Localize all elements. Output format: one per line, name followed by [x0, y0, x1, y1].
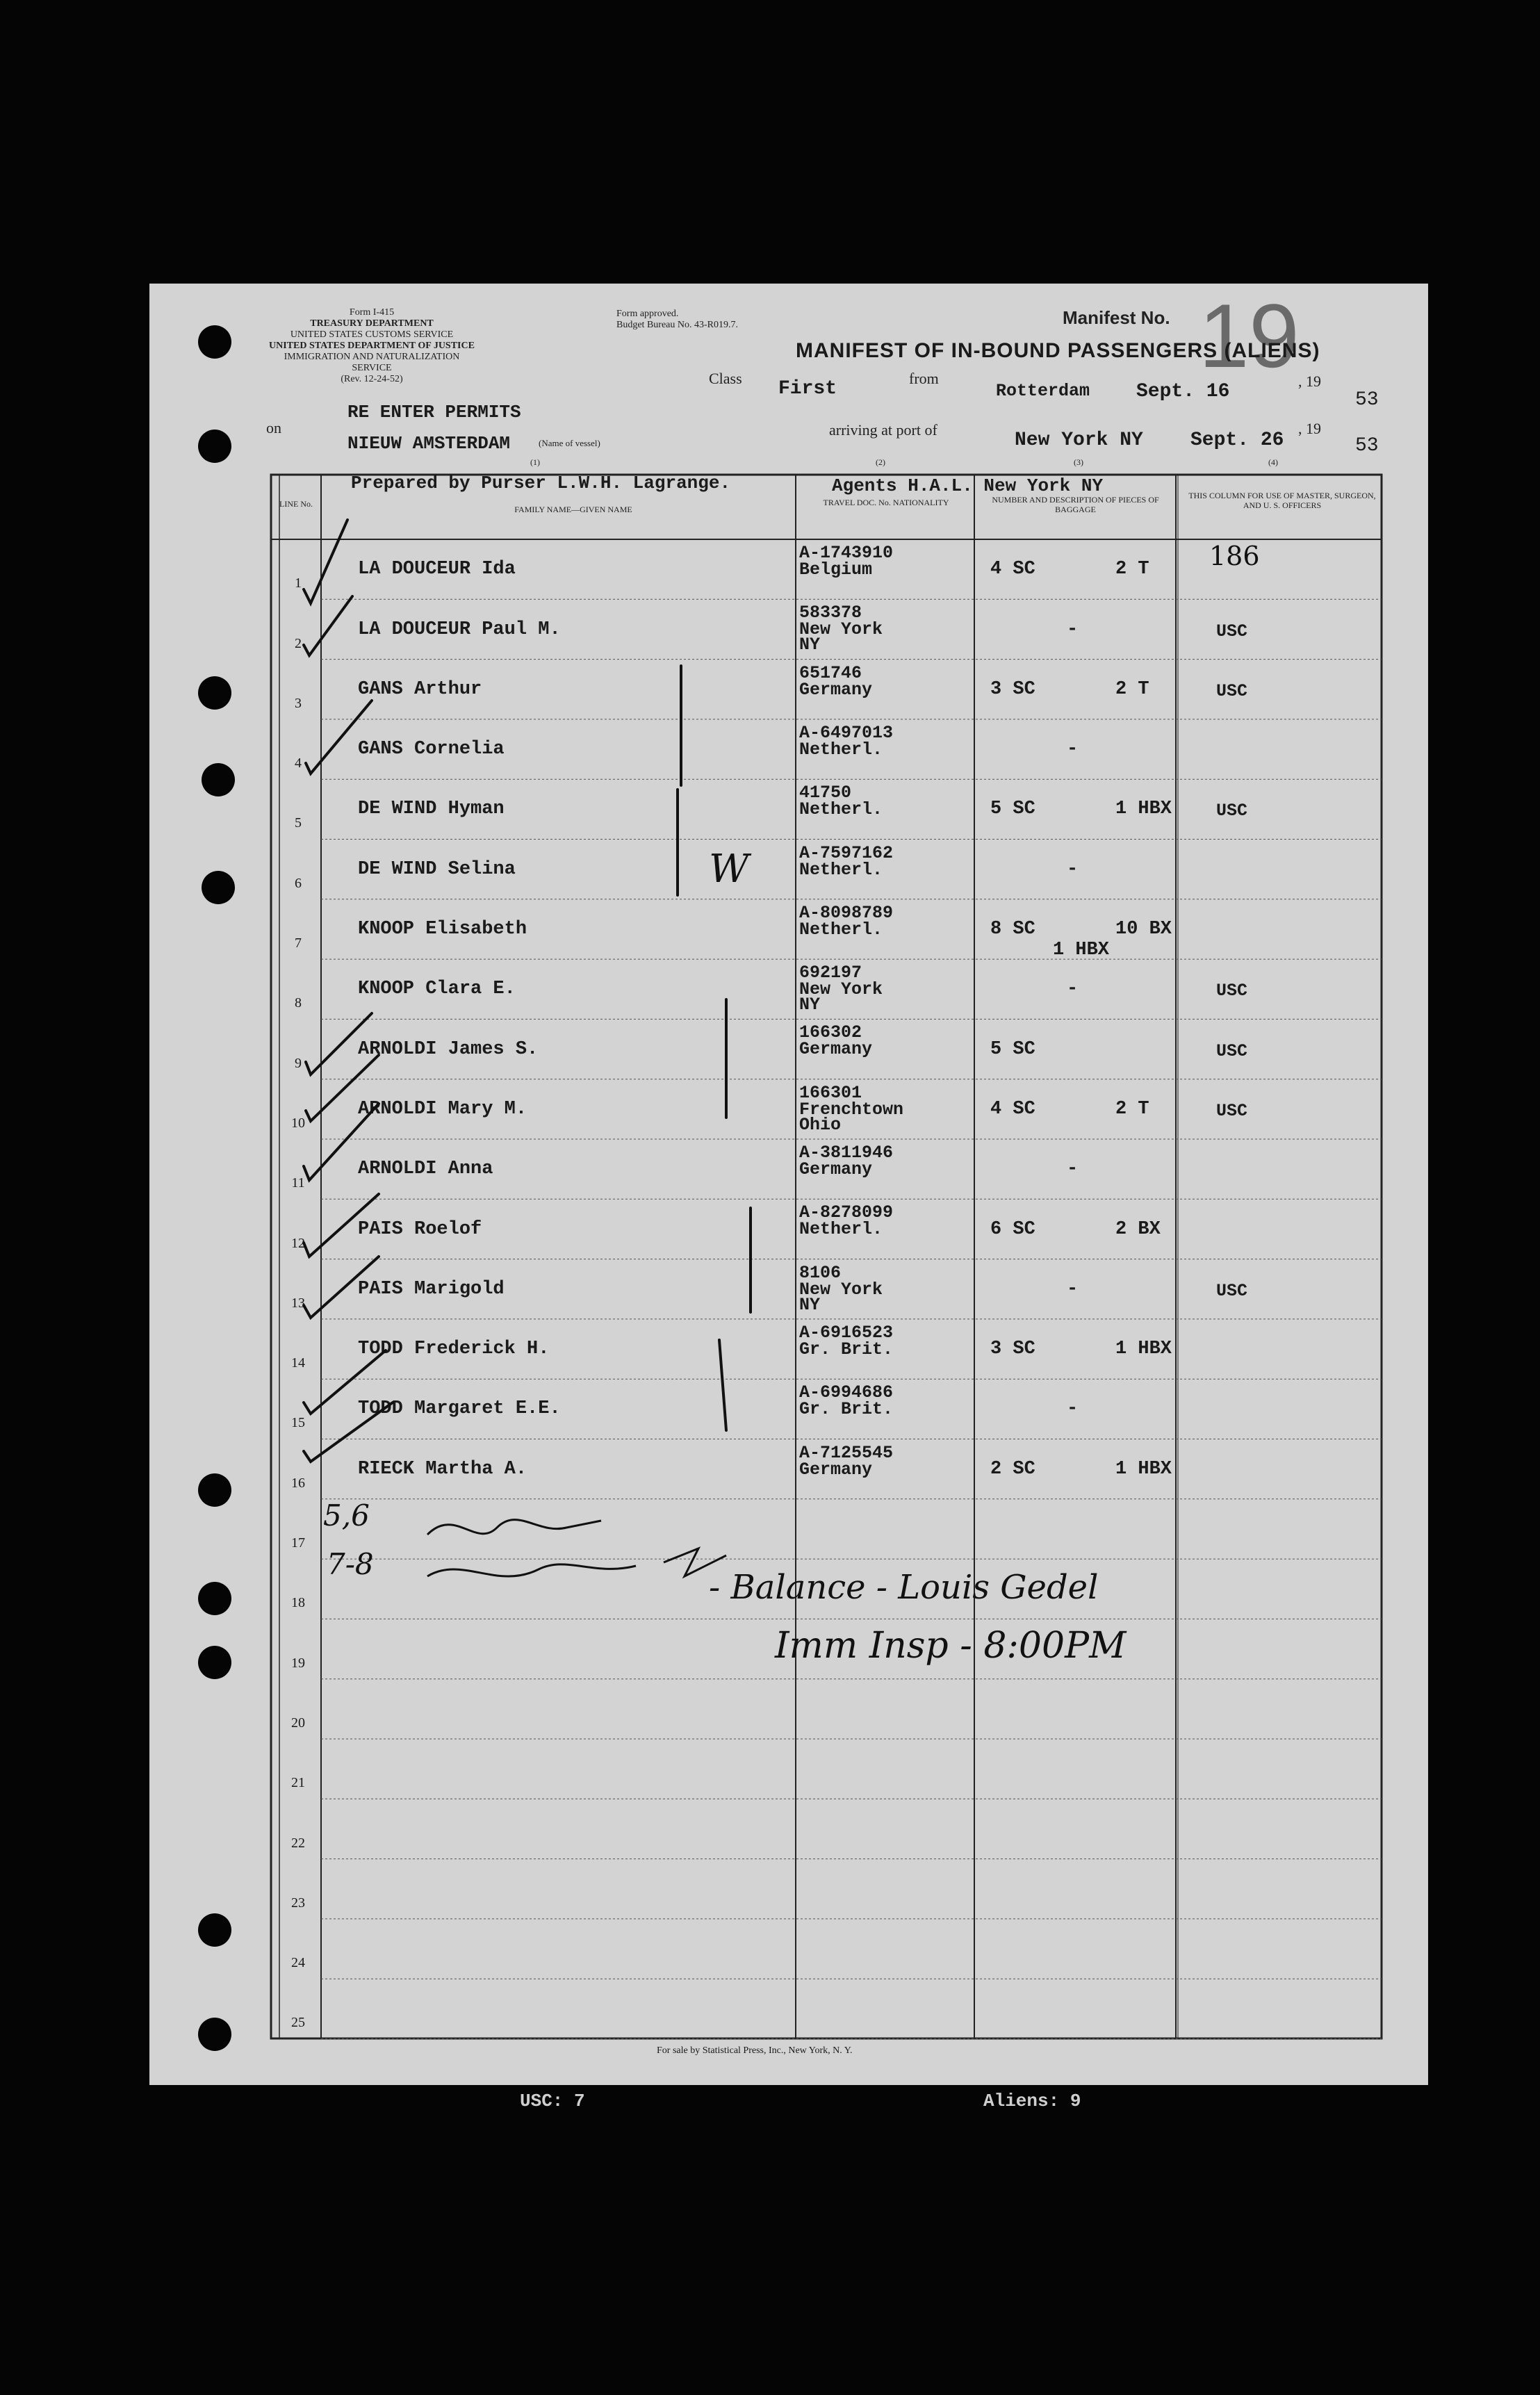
travel-doc-number: 166301 — [799, 1082, 862, 1103]
table-row — [149, 779, 1428, 839]
line-number: 16 — [291, 1475, 305, 1491]
handwritten-note-5-6: 5,6 — [323, 1498, 370, 1532]
baggage-count: 4 SC — [990, 1098, 1035, 1120]
line-number: 25 — [291, 2015, 305, 2031]
nationality: Germany — [799, 1459, 873, 1480]
travel-doc-number: A-3811946 — [799, 1143, 894, 1163]
customs-service: UNITED STATES CUSTOMS SERVICE — [290, 329, 454, 340]
travel-doc-number: A-8098789 — [799, 902, 894, 923]
line-number: 22 — [291, 1835, 305, 1851]
line-number: 19 — [291, 1655, 305, 1671]
table-row — [149, 1319, 1428, 1379]
line-number: 18 — [291, 1595, 305, 1611]
from-date: Sept. 16 — [1136, 381, 1230, 402]
passenger-name: DE WIND Hyman — [358, 799, 505, 820]
passenger-name: LA DOUCEUR Ida — [358, 559, 516, 580]
baggage-desc: - — [1067, 1398, 1079, 1420]
passenger-name: ARNOLDI Mary M. — [358, 1098, 527, 1120]
form-revision: (Rev. 12-24-52) — [341, 374, 403, 384]
passenger-name: TODD Margaret E.E. — [358, 1398, 561, 1420]
travel-doc-number: 8106 — [799, 1262, 842, 1283]
ins-service: IMMIGRATION AND NATURALIZATION SERVICE — [284, 352, 460, 373]
passenger-name: DE WIND Selina — [358, 858, 516, 880]
travel-doc-number: 41750 — [799, 783, 852, 803]
line-number: 5 — [295, 815, 302, 831]
table-row — [149, 1439, 1428, 1499]
passenger-name: ARNOLDI James S. — [358, 1038, 539, 1060]
nationality: Netherl. — [799, 859, 883, 880]
line-number: 7 — [295, 935, 302, 951]
table-row — [149, 1379, 1428, 1439]
nationality: Germany — [799, 1159, 873, 1179]
manifest-no-label: Manifest No. — [1063, 307, 1170, 328]
line-number: 13 — [291, 1295, 305, 1311]
prepared-by: Prepared by Purser L.W.H. Lagrange. — [351, 473, 731, 493]
nationality-line2: NY — [799, 635, 821, 655]
nationality: Belgium — [799, 559, 873, 580]
nationality: New York — [799, 979, 883, 1000]
from-label: from — [909, 370, 939, 387]
travel-doc-number: A-6994686 — [799, 1382, 894, 1403]
nationality-line2: Ohio — [799, 1114, 842, 1135]
form-approved: Form approved. — [616, 309, 679, 319]
arrival-year-prefix: , 19 — [1298, 420, 1321, 437]
passenger-name: KNOOP Clara E. — [358, 979, 516, 1000]
form-number: Form I-415 — [349, 307, 395, 318]
officer-mark: USC — [1216, 801, 1248, 822]
passenger-name: PAIS Marigold — [358, 1278, 505, 1300]
col-number-4: (4) — [1268, 457, 1278, 467]
table-row — [149, 599, 1428, 659]
officer-mark: USC — [1216, 981, 1248, 1002]
baggage-desc: 2 T — [1115, 559, 1149, 580]
baggage-desc: 2 BX — [1115, 1218, 1161, 1240]
handwritten-w-mark: W — [709, 847, 749, 892]
baggage-count: 4 SC — [990, 559, 1035, 580]
baggage-extra: 1 HBX — [1053, 940, 1110, 961]
line-number: 8 — [295, 995, 302, 1011]
table-row — [149, 660, 1428, 719]
baggage-desc: 1 HBX — [1115, 1339, 1172, 1360]
baggage-count: 8 SC — [990, 919, 1035, 940]
travel-doc-number: 166302 — [799, 1022, 862, 1043]
col-header-baggage: NUMBER AND DESCRIPTION OF PIECES OF BAGGAGE — [992, 495, 1159, 514]
agents: Agents H.A.L. New York NY — [832, 475, 1104, 496]
passenger-name: GANS Cornelia — [358, 739, 505, 760]
baggage-desc: 10 BX — [1115, 919, 1172, 940]
nationality: Frenchtown — [799, 1099, 904, 1120]
nationality: Gr. Brit. — [799, 1339, 894, 1359]
table-row — [149, 1199, 1428, 1259]
class-value: First — [778, 378, 837, 400]
nationality: Gr. Brit. — [799, 1399, 894, 1420]
nationality: Netherl. — [799, 919, 883, 940]
from-year: 53 — [1355, 389, 1379, 411]
passenger-name: PAIS Roelof — [358, 1218, 482, 1240]
vessel-name: NIEUW AMSTERDAM — [347, 433, 511, 454]
line-number: 1 — [295, 575, 302, 591]
baggage-desc: - — [1067, 979, 1079, 1000]
passenger-name: LA DOUCEUR Paul M. — [358, 619, 561, 640]
baggage-desc: 1 HBX — [1115, 799, 1172, 820]
handwritten-count: 186 — [1209, 541, 1260, 571]
travel-doc-number: 583378 — [799, 603, 862, 623]
baggage-count: 6 SC — [990, 1218, 1035, 1240]
manifest-title: MANIFEST OF IN-BOUND PASSENGERS (ALIENS) — [796, 339, 1320, 362]
line-number: 12 — [291, 1235, 305, 1251]
line-number: 21 — [291, 1775, 305, 1791]
officer-mark: USC — [1216, 1280, 1248, 1301]
nationality: Germany — [799, 1039, 873, 1060]
arrival-year: 53 — [1355, 435, 1379, 457]
table-row — [149, 1079, 1428, 1139]
arrival-port: New York NY — [1015, 430, 1143, 451]
table-row — [149, 840, 1428, 899]
travel-doc-number: A-6916523 — [799, 1322, 894, 1343]
table-row — [149, 1979, 1428, 2038]
table-row — [149, 1919, 1428, 1979]
baggage-desc: - — [1067, 739, 1079, 760]
table-row — [149, 719, 1428, 779]
arrival-date: Sept. 26 — [1190, 430, 1284, 451]
justice-dept: UNITED STATES DEPARTMENT OF JUSTICE — [269, 341, 475, 351]
col-number-2: (2) — [876, 457, 885, 467]
handwritten-balance-signature: - Balance - Louis Gedel — [709, 1568, 1099, 1607]
manifest-sheet — [149, 284, 1428, 2085]
line-number: 2 — [295, 635, 302, 651]
line-number: 23 — [291, 1895, 305, 1911]
manifest-number: 19 — [1199, 285, 1300, 386]
nationality: Netherl. — [799, 739, 883, 760]
line-number: 9 — [295, 1055, 302, 1071]
col-number-1: (1) — [530, 457, 540, 467]
nationality: Netherl. — [799, 799, 883, 820]
line-number: 20 — [291, 1715, 305, 1731]
line-number: 3 — [295, 695, 302, 711]
usc-total: USC: 7 — [520, 2091, 585, 2111]
baggage-count: 3 SC — [990, 678, 1035, 700]
line-number: 15 — [291, 1415, 305, 1431]
table-row — [149, 1799, 1428, 1858]
re-enter-permits: RE ENTER PERMITS — [347, 402, 521, 423]
nationality-line2: NY — [799, 995, 821, 1015]
officer-mark: USC — [1216, 680, 1248, 701]
baggage-count: 2 SC — [990, 1458, 1035, 1480]
baggage-desc: - — [1067, 1159, 1079, 1180]
baggage-desc: 2 T — [1115, 1098, 1149, 1120]
officer-mark: USC — [1216, 621, 1248, 641]
col-number-3: (3) — [1074, 457, 1083, 467]
travel-doc-number: A-1743910 — [799, 543, 894, 563]
arriving-label: arriving at port of — [829, 421, 937, 439]
table-row — [149, 1139, 1428, 1199]
from-port: Rotterdam — [996, 381, 1090, 401]
officer-mark: USC — [1216, 1100, 1248, 1121]
nationality: New York — [799, 1279, 883, 1300]
handwritten-note-7-8: 7-8 — [327, 1547, 374, 1581]
table-row — [149, 1739, 1428, 1799]
on-label: on — [266, 419, 281, 436]
table-row — [149, 1019, 1428, 1079]
line-number: 17 — [291, 1535, 305, 1551]
col-header-line: LINE No. — [279, 499, 313, 509]
baggage-desc: - — [1067, 619, 1079, 640]
travel-doc-number: 692197 — [799, 963, 862, 983]
col-header-officer: THIS COLUMN FOR USE OF MASTER, SURGEON, AND U. S. OFFICERS — [1188, 491, 1376, 510]
table-row — [149, 1259, 1428, 1319]
nationality: Netherl. — [799, 1219, 883, 1240]
class-label: Class — [709, 370, 742, 387]
baggage-count: 5 SC — [990, 1038, 1035, 1060]
printer-footer: For sale by Statistical Press, Inc., New York, N. Y. — [657, 2045, 853, 2056]
baggage-desc: 1 HBX — [1115, 1458, 1172, 1480]
passenger-name: RIECK Martha A. — [358, 1458, 527, 1480]
line-number: 10 — [291, 1115, 305, 1131]
baggage-desc: - — [1067, 858, 1079, 880]
baggage-desc: - — [1067, 1278, 1079, 1300]
baggage-desc: 2 T — [1115, 678, 1149, 700]
handwritten-inspector-note: Imm Insp - 8:00PM — [775, 1625, 1127, 1667]
travel-doc-number: A-8278099 — [799, 1202, 894, 1223]
line-number: 11 — [291, 1175, 305, 1191]
officer-mark: USC — [1216, 1040, 1248, 1061]
passenger-name: TODD Frederick H. — [358, 1339, 550, 1360]
col-header-doc: TRAVEL DOC. No. NATIONALITY — [823, 498, 949, 507]
line-number: 24 — [291, 1955, 305, 1971]
nationality: Germany — [799, 679, 873, 700]
travel-doc-number: A-6497013 — [799, 722, 894, 743]
treasury-dept: TREASURY DEPARTMENT — [310, 318, 434, 329]
travel-doc-number: 651746 — [799, 662, 862, 683]
from-year-prefix: , 19 — [1298, 373, 1321, 390]
line-number: 6 — [295, 875, 302, 891]
table-row — [149, 1859, 1428, 1919]
aliens-total: Aliens: 9 — [983, 2091, 1081, 2111]
nationality-line2: NY — [799, 1294, 821, 1315]
passenger-name: ARNOLDI Anna — [358, 1159, 493, 1180]
budget-bureau: Budget Bureau No. 43-R019.7. — [616, 320, 738, 330]
passenger-name: KNOOP Elisabeth — [358, 919, 527, 940]
vessel-note: (Name of vessel) — [539, 438, 600, 448]
col-header-name: FAMILY NAME—GIVEN NAME — [514, 505, 632, 514]
baggage-count: 5 SC — [990, 799, 1035, 820]
baggage-count: 3 SC — [990, 1339, 1035, 1360]
table-row — [149, 899, 1428, 959]
nationality: New York — [799, 619, 883, 640]
travel-doc-number: A-7597162 — [799, 842, 894, 863]
line-number: 14 — [291, 1355, 305, 1371]
passenger-name: GANS Arthur — [358, 678, 482, 700]
table-row — [149, 959, 1428, 1019]
line-number: 4 — [295, 755, 302, 771]
table-row — [149, 1679, 1428, 1739]
travel-doc-number: A-7125545 — [799, 1442, 894, 1463]
